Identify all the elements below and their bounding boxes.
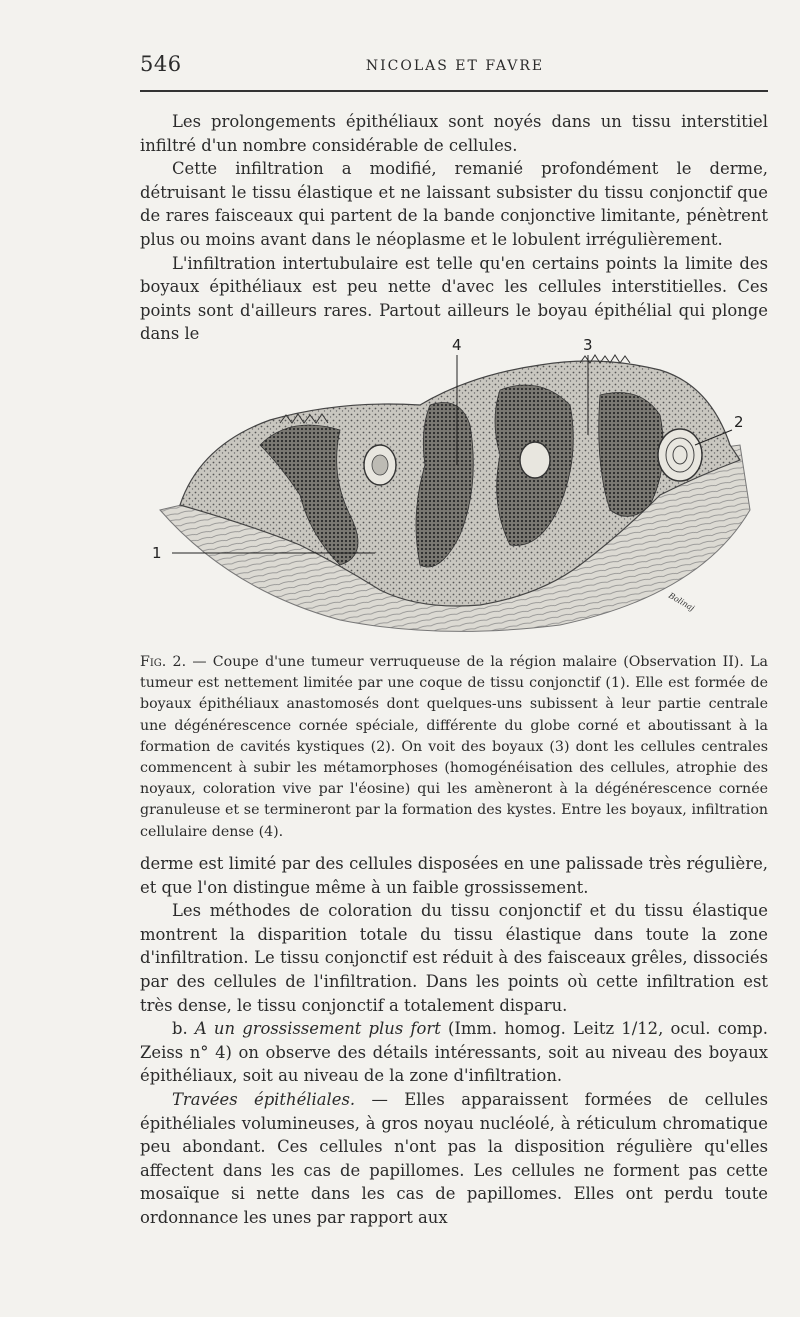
header-rule [140,90,768,92]
figure-label: Fig. 2. [140,654,187,670]
paragraph: Les méthodes de coloration du tissu conjonctif et du tissu élastique montrent la disparition totale du tissu élastique dans toute la zone d'infiltration. Le tissu conjonctif est réduit à des faisceaux grêles, dissociés par des cellules de l'infiltration. Dans les points où cette infiltration est très dense, le tissu conjonctif a totalement disparu. [140,901,768,1015]
caption-text [140,652,768,843]
figure-caption [140,652,768,843]
paragraph-rest: (Imm. homog. Leitz 1/12, ocul. comp. Zeiss n° 4) on observe des détails intéressants, soit au niveau des boyaux épithéliaux, soit au niveau de la zone d'infiltration. [140,1019,768,1086]
paragraph [140,1088,768,1230]
tumor-section-drawing [140,335,768,645]
callout-label-3: 3 [583,336,593,354]
paragraph [140,1017,768,1088]
page-header [140,52,770,82]
paragraph: Les prolongements épithéliaux sont noyés dans un tissu interstitiel infiltré d'un nombre considérable de cellules. [140,112,768,155]
body-text-top [140,110,768,346]
body-text-bottom [140,852,768,1230]
italic-phrase: A un grossissement plus fort [194,1019,441,1039]
engraver-signature: Bolinaj [667,590,696,613]
caption-body: — Coupe d'une tumeur verruqueuse de la région malaire (Observation II). La tumeur est nettement limitée par une coque de tissu conjonctif (1). Elle est formée de boyaux épithéliaux anastomosés dont quelques-uns subissent à leur partie centrale une dégénérescence cornée spéciale, différente du globe corné et aboutissant à la formation de cavités kystiques (2). On voit des boyaux (3) dont les cellules centrales commencent à subir les métamorphoses (homogénéisation des cellules, atrophie des noyaux, coloration vive par l'éosine) qui les amèneront à la dégénérescence cornée granuleuse et se termineront par la formation des kystes. Entre les boyaux, infiltration cellulaire dense (4). [140,654,768,840]
section-heading-italic: Travées épithéliales. [172,1089,356,1109]
paragraph-lead: b. [172,1019,195,1039]
paragraph: Cette infiltration a modifié, remanié profondément le derme, détruisant le tissu élastique et ne laissant subsister du tissu conjonctif que de rares faisceaux qui partent de la bande conjonctive limitante, pénètrent plus ou moins avant dans le néoplasme et le lobulent irrégulièrement. [140,159,768,249]
callout-label-1: 1 [152,544,162,562]
callout-label-2: 2 [734,413,744,431]
page-number: 546 [140,52,182,76]
figure-histology-illustration [140,335,768,645]
paragraph: L'infiltration intertubulaire est telle qu'en certains points la limite des boyaux épithéliaux est peu nette d'avec les cellules interstitielles. Ces points sont d'ailleurs rares. Partout ailleurs le boyau épithélial qui plonge dans le [140,253,768,344]
paragraph: derme est limité par des cellules disposées en une palissade très régulière, et que l'on distingue même à un faible grossissement. [140,854,768,897]
paragraph-rest: — Elles apparaissent formées de cellules épithéliales volumineuses, à gros noyau nucléolé, à réticulum chromatique peu abondant. Ces cellules n'ont pas la disposition régulière qu'elles affectent dans les cas de papillomes. Les cellules ne forment pas cette mosaïque si nette dans les cas de papillomes. Elles ont perdu toute ordonnance les unes par rapport aux [140,1089,768,1227]
running-head: NICOLAS ET FAVRE [365,58,545,74]
callout-label-4: 4 [452,336,462,354]
